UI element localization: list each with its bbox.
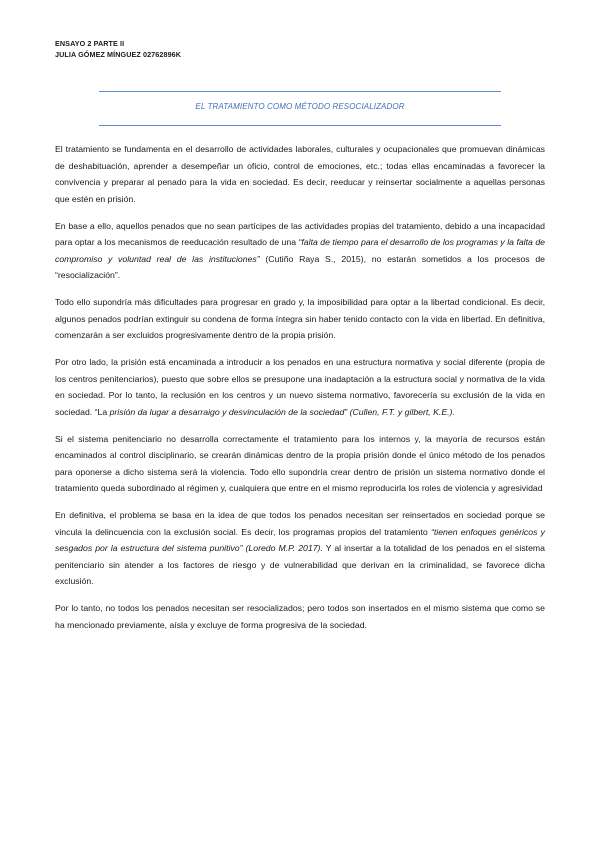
paragraph-6-text-end: Y al insertar a la totalidad de los penados en el sistema penitenciario sin atender a los factores de riesgo y de vulnerabilidad que derivan en la criminalidad, se favorece dicha exclusión. [55,543,545,586]
paragraph-5: Si el sistema penitenciario no desarrolla correctamente el tratamiento para los internos y, la mayoría de recursos están encaminados al control disciplinario, se crearán dinámicas dentro de la propia prisión donde el único método de los penados para oponerse a dicho sistema será la violencia. Todo ello supondría crear dentro de prisión un sistema normativo donde el tratamiento queda subordinado al régimen y, cualquiera que entre en el mismo reproducirla los roles de violencia y agresividad [55,433,545,493]
paragraph-2-citation: (Cutiño Raya S., 2015), no estarán sometidos a los procesos de “resocialización”. [55,253,546,280]
paragraph-2-text: En base a ello, aquellos penados que no sean partícipes de las actividades propias del tratamiento, debido a una incapacidad para optar a los mecanismos de reeducación resultado de una [55,220,545,247]
document-header [55,38,181,60]
paragraph-2-quote: “falta de tiempo para el desarrollo de los programas y la falta de compromiso y voluntad real de las instituciones” [55,237,545,264]
title-rule-top [99,91,501,92]
document-title: EL TRATAMIENTO COMO MÉTODO RESOCIALIZADOR [195,102,405,111]
paragraph-7: Por lo tanto, no todos los penados necesitan ser resocializados; pero todos son insertados en el mismo sistema que como se ha mencionado previamente, aísla y excluye de forma progresiva de la sociedad. [55,603,545,630]
paragraph-6-text: En definitiva, el problema se basa en la idea de que todos los penados necesitan ser reinsertados en sociedad porque se vincula la delincuencia con la exclusión social. Es decir, los programas propios del tratamiento [55,510,545,537]
paragraph-1: El tratamiento se fundamenta en el desarrollo de actividades laborales, culturales y ocupacionales que promuevan dinámicas de deshabituación, aprender a desempeñar un oficio, control de emociones, etc.; todas ellas encaminadas a favorecer la convivencia y preparar al penado para la vida en sociedad. Es decir, reeducar y reinsertar socialmente a aquellas personas que estén en prisión. [55,144,545,204]
document-body [55,141,545,644]
paragraph-4-text: Por otro lado, la prisión está encaminada a introducir a los penados en una estructura normativa y social diferente (propia de los centros penitenciarios), puesto que sobre ellos se presupone una inadaptación a la estructura social y normativa de la vida en sociedad. Por lo tanto, la reclusión en los centros y un nuevo sistema normativo, favorecería su exclusión de la vida en sociedad. “La [55,357,545,417]
paragraph-4-quote: prisión da lugar a desarraigo y desvinculación de la sociedad” (Cullen, F.T. y gilbert, K.E.). [109,406,455,417]
paragraph-6-quote: “tienen enfoques genéricos y sesgados por la estructura del sistema punitivo” (Loredo M.P. 2017). [55,526,545,553]
header-essay-title: ENSAYO 2 PARTE II [55,39,125,48]
paragraph-2 [55,218,545,284]
paragraph-6 [55,507,545,590]
title-rule-bottom [99,125,501,126]
header-author: JULIA GÓMEZ MÍNGUEZ 02762896K [55,50,182,59]
paragraph-4 [55,354,545,420]
paragraph-3: Todo ello supondría más dificultades para progresar en grado y, la imposibilidad para optar a la libertad condicional. Es decir, algunos penados podrían extinguir su condena de forma íntegra sin haber tenido contacto con la vida en libertad. En definitiva, comenzarán a ser excluidos progresivamente dentro de la propia prisión. [55,297,545,340]
